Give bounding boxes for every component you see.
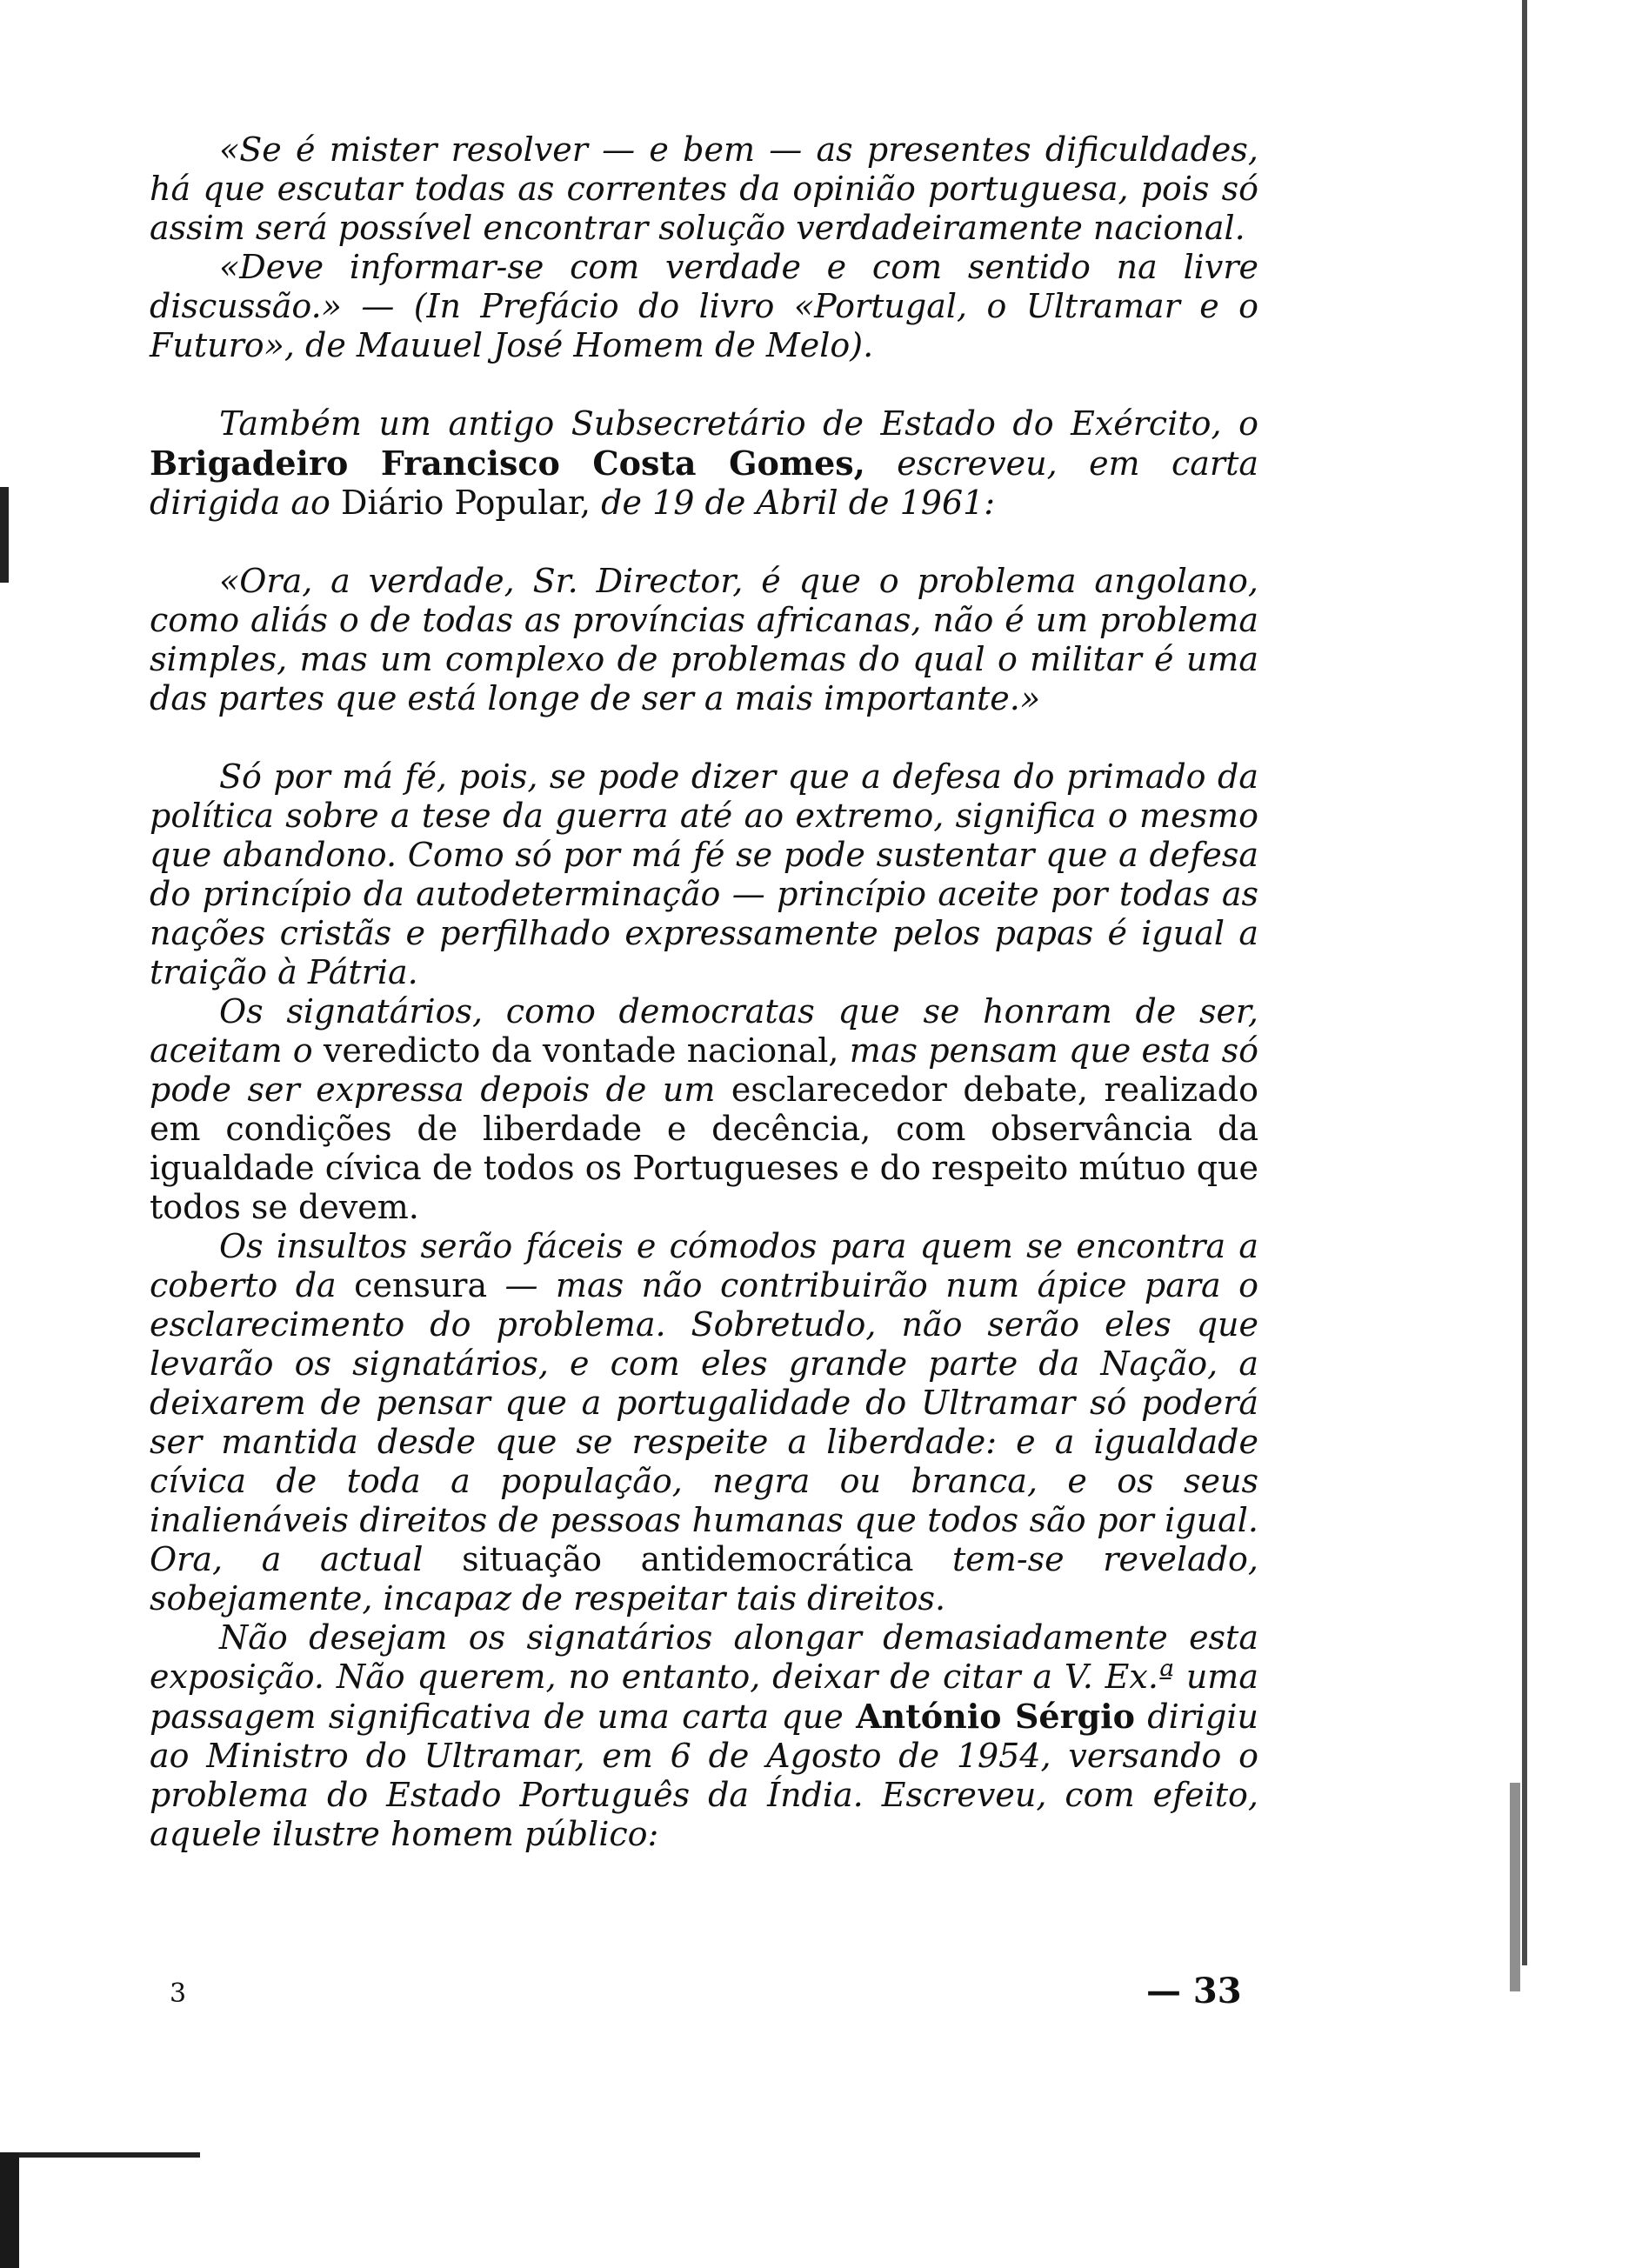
scan-edge-right bbox=[1522, 0, 1527, 1965]
paragraph bbox=[150, 130, 1258, 248]
scan-edge-left bbox=[0, 487, 9, 583]
body-text bbox=[150, 130, 1258, 1854]
page-number: — 33 bbox=[1146, 1971, 1242, 2011]
text-run: tem-se revelado, sobejamente, incapaz de respeitar tais direitos. bbox=[150, 1540, 1258, 1618]
paragraph bbox=[150, 1618, 1258, 1854]
scan-corner-bottom-left bbox=[0, 2152, 19, 2268]
text-run: veredicto da vontade nacional, bbox=[323, 1031, 839, 1070]
text-run: mas pensam que esta só pode ser expressa depois de um bbox=[150, 1031, 1258, 1109]
scan-edge-right-shadow bbox=[1510, 1783, 1520, 1991]
text-run: esclarecedor debate, realizado em condições de liberdade e decência, com observância da igualdade cívica de todos os Portugueses e do respeito mútuo que todos se devem. bbox=[150, 1071, 1258, 1226]
text-run: Não desejam os signatários alongar demasiadamente esta exposição. Não querem, no entanto, deixar de citar a V. Ex.ª uma passagem significativa de uma carta que bbox=[150, 1618, 1258, 1736]
paragraph bbox=[150, 992, 1258, 1227]
text-run: «Deve informar-se com verdade e com sentido na livre discussão.» — (In Prefácio do livro «Portugal, o Ultramar e o Futuro», de Mauuel José Homem de Melo). bbox=[150, 248, 1258, 364]
text-run: Só por má fé, pois, se pode dizer que a defesa do primado da política sobre a tese da guerra até ao extremo, significa o mesmo que abandono. Como só por má fé se pode sustentar que a defesa do princípio da autodeterminação — princípio aceite por todas as nações cristãs e perfilhado expressamente pelos papas é igual a traição à Pátria. bbox=[150, 757, 1258, 991]
printer-signature-mark: 3 bbox=[170, 1978, 187, 2009]
paragraph bbox=[150, 404, 1258, 523]
text-run: Também um antigo Subsecretário de Estado do Exército, o bbox=[219, 404, 1258, 443]
bold-name: Brigadeiro Francisco Costa Gomes, bbox=[150, 444, 865, 483]
text-run: Diário Popular, bbox=[340, 484, 591, 522]
text-run: escreveu, em carta dirigida ao bbox=[150, 444, 1258, 522]
text-run: de 19 de Abril de 1961: bbox=[591, 484, 996, 522]
bold-name: António Sérgio bbox=[856, 1697, 1135, 1736]
text-run: — mas não contribuirão num ápice para o esclarecimento do problema. Sobretudo, não serão eles que levarão os signatários, e com eles grande parte da Nação, a deixarem de pensar que a portugalidade do Ultramar só poderá ser mantida desde que se respeite a liberdade: e a igualdade cívica de toda a população, negra ou branca, e os seus inalienáveis direitos de pessoas humanas que todos são por igual. Ora, a actual bbox=[150, 1266, 1258, 1578]
text-run: dirigiu ao Ministro do Ultramar, em 6 de Agosto de 1954, versando o problema do Estado Português da Índia. Escreveu, com efeito, aquele ilustre homem público: bbox=[150, 1698, 1259, 1853]
text-run: «Se é mister resolver — e bem — as presentes dificuldades, há que escutar todas as correntes da opinião portuguesa, pois só assim será possível encontrar solução verdadeiramente nacional. bbox=[150, 130, 1258, 247]
paragraph bbox=[150, 1227, 1258, 1618]
paragraph bbox=[150, 757, 1258, 992]
paragraph bbox=[150, 562, 1258, 718]
text-run: «Ora, a verdade, Sr. Director, é que o problema angolano, como aliás o de todas as províncias africanas, não é um problema simples, mas um complexo de problemas do qual o militar é uma das partes que está longe de ser a mais importante.» bbox=[150, 562, 1258, 717]
text-run: situação antidemocrática bbox=[462, 1540, 914, 1578]
text-run: Os insultos serão fáceis e cómodos para quem se encontra a coberto da bbox=[150, 1227, 1258, 1304]
scan-edge-bottom bbox=[0, 2152, 200, 2158]
text-run: censura bbox=[354, 1266, 488, 1304]
text-run: Os signatários, como democratas que se honram de ser, aceitam o bbox=[150, 992, 1258, 1070]
paragraph bbox=[150, 248, 1258, 365]
